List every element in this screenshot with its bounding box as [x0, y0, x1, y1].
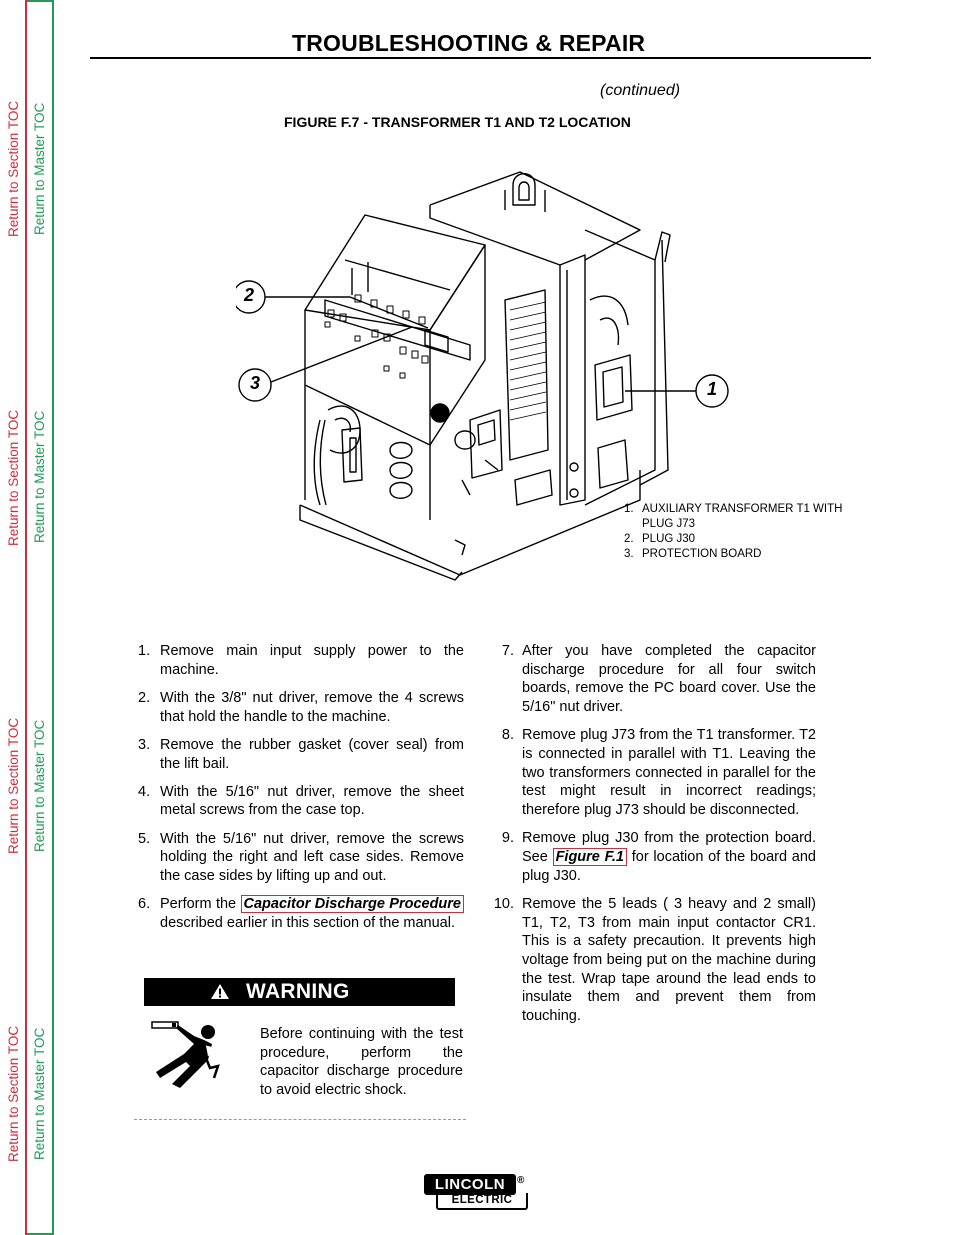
figure-legend	[624, 502, 864, 562]
callout-3: 3	[249, 373, 260, 393]
steps-left-column	[134, 642, 464, 942]
lincoln-electric-logo: LINCOLN ELECTRIC ®	[424, 1174, 530, 1212]
return-to-master-toc-link-1[interactable]: Return to Master TOC	[32, 102, 47, 235]
legend-item: 2. PLUG J30	[624, 533, 696, 545]
steps-right-column	[488, 642, 816, 1035]
step-7: 7. After you have completed the capacitor discharge procedure for all four switch boards, remove the PC board cover. Use the 5/16" nut driver.	[501, 643, 816, 716]
step-2: 2. With the 3/8" nut driver, remove the 4 screws that hold the handle to the machine.	[138, 689, 464, 725]
return-to-section-toc-link-2[interactable]: Return to Section TOC	[6, 409, 21, 546]
return-to-master-toc-link-2[interactable]: Return to Master TOC	[32, 410, 47, 543]
step-6: 6. Perform the Capacitor Discharge Procedure described earlier in this section of the manual.	[134, 895, 464, 932]
title-rule	[90, 57, 871, 59]
electric-shock-icon	[150, 1018, 245, 1103]
callout-1: 1	[706, 379, 717, 399]
return-to-master-toc-link-3[interactable]: Return to Master TOC	[32, 719, 47, 852]
warning-text: Before continuing with the test procedure, perform the capacitor discharge procedure to avoid electric shock.	[260, 1026, 463, 1099]
return-to-master-toc-link-4[interactable]: Return to Master TOC	[32, 1027, 47, 1160]
warning-triangle-icon	[210, 983, 230, 1000]
return-to-section-toc-link-3[interactable]: Return to Section TOC	[6, 717, 21, 854]
step-4: 4. With the 5/16" nut driver, remove the sheet metal screws from the case top.	[138, 783, 464, 819]
dashed-divider	[134, 1119, 466, 1120]
step-8: 8. Remove plug J73 from the T1 transformer. T2 is connected in parallel with T1. Leaving the two transformers connected in parallel for the test might result in incorrect readings; therefore plug J73 should be disconnected.	[501, 727, 816, 819]
return-to-section-toc-link-4[interactable]: Return to Section TOC	[6, 1025, 21, 1162]
page-title: TROUBLESHOOTING & REPAIR	[292, 30, 646, 56]
step-10: 10. Remove the 5 leads ( 3 heavy and 2 small) T1, T2, T3 from main input contactor CR1. This is a safety precaution. It prevents high voltage from being put on the machine during the test. Wrap tape around the lead ends to insulate them and prevent them from touching.	[493, 895, 816, 1025]
legend-item: 1. AUXILIARY TRANSFORMER T1 WITH PLUG J73	[624, 503, 843, 530]
return-to-section-toc-link-1[interactable]: Return to Section TOC	[6, 100, 21, 237]
step-1: 1. Remove main input supply power to the machine.	[138, 643, 464, 678]
step-9: 9. Remove plug J30 from the protection board. See Figure F.1 for location of the board and plug J30.	[501, 830, 816, 884]
step-3: 3. Remove the rubber gasket (cover seal) from the lift bail.	[138, 736, 464, 772]
step-5: 5. With the 5/16" nut driver, remove the screws holding the right and left case sides. Remove the case sides by lifting up and out.	[138, 830, 464, 885]
capacitor-discharge-procedure-link[interactable]: Capacitor Discharge Procedure	[241, 895, 465, 913]
warning-banner	[144, 978, 455, 1006]
warning-label: WARNING	[246, 980, 350, 1003]
legend-item: 3. PROTECTION BOARD	[624, 548, 762, 560]
figure-f1-link[interactable]: Figure F.1	[553, 848, 627, 866]
callout-2: 2	[243, 285, 254, 305]
continued-label: (continued)	[600, 82, 681, 99]
figure-caption: FIGURE F.7 - TRANSFORMER T1 AND T2 LOCATION	[284, 114, 631, 130]
